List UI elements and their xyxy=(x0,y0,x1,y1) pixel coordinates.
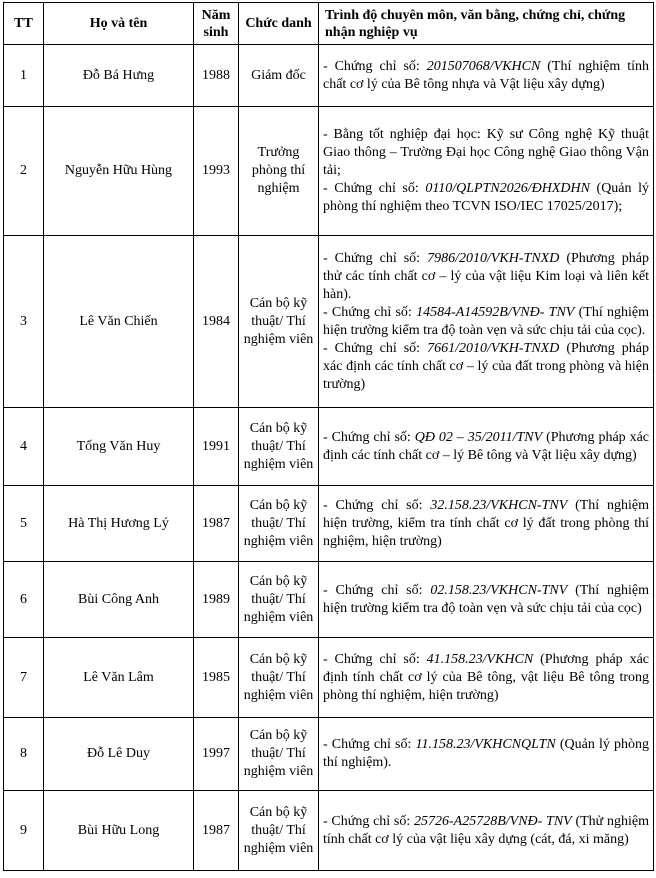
qualification-text: (Thí nghiệm hiện trường kiểm tra độ toàn vẹn và sức chịu tải của cọc). xyxy=(323,304,649,338)
qualification-entry xyxy=(323,250,649,304)
certificate-number: QĐ 02 – 35/2011/TNV xyxy=(414,429,543,445)
row-number: 4 xyxy=(4,408,44,486)
person-name: Đỗ Bá Hưng xyxy=(44,45,194,107)
qualification-text: - Bằng tốt nghiệp đại học: Kỹ sư Công nghệ Kỹ thuật Giao thông – Trường Đại học Công nghệ Giao thông Vận tải; xyxy=(323,127,649,178)
header-qualifications: Trình độ chuyên môn, văn bằng, chứng chỉ, chứng nhận nghiệp vụ xyxy=(319,3,654,45)
certificate-number: 41.158.23/VKHCN xyxy=(426,651,534,667)
person-name: Lê Văn Lâm xyxy=(44,638,194,718)
job-title: Cán bộ kỹ thuật/ Thí nghiệm viên xyxy=(239,638,319,718)
job-title: Cán bộ kỹ thuật/ Thí nghiệm viên xyxy=(239,562,319,638)
person-name: Bùi Công Anh xyxy=(44,562,194,638)
person-name: Bùi Hữu Long xyxy=(44,791,194,871)
qualification-text: - Chứng chỉ số: xyxy=(323,340,428,356)
table-row xyxy=(4,107,654,236)
qualification-entry xyxy=(323,651,649,705)
qualification-entry xyxy=(323,736,649,772)
row-number: 2 xyxy=(4,107,44,236)
qualifications-cell xyxy=(319,638,654,718)
qualification-text: (Thử nghiệm tính chất cơ lý của vật liệu xây dựng (cát, đá, xi măng) xyxy=(323,813,650,847)
table-row xyxy=(4,718,654,791)
qualification-text: - Chứng chỉ số: xyxy=(323,429,415,445)
birth-year: 1987 xyxy=(194,486,239,562)
qualification-text: - Chứng chỉ số: xyxy=(323,813,414,829)
birth-year: 1984 xyxy=(194,236,239,408)
staff-table xyxy=(3,2,654,871)
qualification-text: - Chứng chỉ số: xyxy=(323,582,431,598)
qualifications-cell xyxy=(319,791,654,871)
row-number: 7 xyxy=(4,638,44,718)
table-row xyxy=(4,236,654,408)
qualification-text: - Chứng chỉ số: xyxy=(323,304,417,320)
certificate-number: 14584-A14592B/VNĐ- TNV xyxy=(416,304,575,320)
table-row xyxy=(4,562,654,638)
table-row xyxy=(4,408,654,486)
qualification-entry xyxy=(323,180,649,216)
table-row xyxy=(4,638,654,718)
certificate-number: 201507068/VKHCN xyxy=(426,58,541,74)
certificate-number: 0110/QLPTN2026/ĐHXDHN xyxy=(425,181,590,196)
certificate-number: 25726-A25728B/VNĐ- TNV xyxy=(414,813,572,829)
qualification-text: (Thí nghiệm tính chất cơ lý của Bê tông nhựa và Vật liệu xây dựng) xyxy=(323,58,649,92)
qualification-entry xyxy=(323,304,649,340)
birth-year: 1985 xyxy=(194,638,239,718)
qualification-entry xyxy=(323,813,649,849)
qualification-text: (Quản lý phòng thí nghiệm). xyxy=(323,737,649,770)
qualification-entry xyxy=(323,582,649,618)
qualifications-cell xyxy=(319,236,654,408)
qualification-text: (Phương pháp thử các tính chất cơ – lý của vật liệu Kim loại và liên kết hàn). xyxy=(323,250,650,302)
qualifications-cell xyxy=(319,562,654,638)
birth-year: 1989 xyxy=(194,562,239,638)
job-title: Cán bộ kỹ thuật/ Thí nghiệm viên xyxy=(239,486,319,562)
row-number: 8 xyxy=(4,718,44,791)
certificate-number: 11.158.23/VKHCNQLTN xyxy=(415,737,556,752)
qualification-text: - Chứng chỉ số: xyxy=(323,497,431,513)
job-title: Cán bộ kỹ thuật/ Thí nghiệm viên xyxy=(239,791,319,871)
birth-year: 1997 xyxy=(194,718,239,791)
row-number: 1 xyxy=(4,45,44,107)
qualification-entry xyxy=(323,126,649,180)
job-title: Cán bộ kỹ thuật/ Thí nghiệm viên xyxy=(239,408,319,486)
qualification-text: (Thí nghiệm hiện trường, kiểm tra tính chất cơ lý đất trong phòng thí nghiệm, hiện trường) xyxy=(323,497,649,549)
certificate-number: 7661/2010/VKH-TNXD xyxy=(427,340,560,356)
person-name: Tống Văn Huy xyxy=(44,408,194,486)
header-position: Chức danh xyxy=(239,3,319,45)
job-title: Cán bộ kỹ thuật/ Thí nghiệm viên xyxy=(239,236,319,408)
birth-year: 1991 xyxy=(194,408,239,486)
job-title: Trưởng phòng thí nghiệm xyxy=(239,107,319,236)
birth-year: 1988 xyxy=(194,45,239,107)
qualification-text: - Chứng chỉ số: xyxy=(323,651,427,667)
certificate-number: 7986/2010/VKH-TNXD xyxy=(427,250,560,266)
person-name: Hà Thị Hương Lý xyxy=(44,486,194,562)
qualification-text: - Chứng chỉ số: xyxy=(323,250,428,266)
qualification-entry xyxy=(323,340,649,394)
qualification-text: - Chứng chỉ số: xyxy=(323,737,416,752)
qualification-text: (Phương pháp xác định các tính chất cơ – lý của đất trong phòng và hiện trường) xyxy=(323,340,650,392)
row-number: 9 xyxy=(4,791,44,871)
job-title: Cán bộ kỹ thuật/ Thí nghiệm viên xyxy=(239,718,319,791)
table-header-row xyxy=(4,3,654,45)
qualification-text: (Quản lý phòng thí nghiệm theo TCVN ISO/IEC 17025/2017); xyxy=(323,181,649,214)
qualifications-cell xyxy=(319,408,654,486)
certificate-number: 02.158.23/VKHCN-TNV xyxy=(430,582,568,598)
qualifications-cell xyxy=(319,486,654,562)
table-row xyxy=(4,45,654,107)
job-title: Giám đốc xyxy=(239,45,319,107)
qualification-entry xyxy=(323,58,649,94)
birth-year: 1993 xyxy=(194,107,239,236)
qualification-entry xyxy=(323,497,649,551)
table-row xyxy=(4,791,654,871)
person-name: Đỗ Lê Duy xyxy=(44,718,194,791)
qualification-entry xyxy=(323,429,649,465)
qualification-text: - Chứng chỉ số: xyxy=(323,181,426,196)
header-year: Năm sinh xyxy=(194,3,239,45)
table-body xyxy=(4,45,654,871)
row-number: 5 xyxy=(4,486,44,562)
qualification-text: - Chứng chỉ số: xyxy=(323,58,427,74)
person-name: Lê Văn Chiến xyxy=(44,236,194,408)
row-number: 6 xyxy=(4,562,44,638)
birth-year: 1987 xyxy=(194,791,239,871)
person-name: Nguyễn Hữu Hùng xyxy=(44,107,194,236)
header-name: Họ và tên xyxy=(44,3,194,45)
certificate-number: 32.158.23/VKHCN-TNV xyxy=(430,497,568,513)
qualification-text: (Phương pháp xác định các tính chất cơ – lý Bê tông và Vật liệu xây dựng) xyxy=(323,429,650,463)
qualifications-cell xyxy=(319,45,654,107)
qualification-text: (Phương pháp xác định tính chất cơ lý của Bê tông, vật liệu Bê tông trong phòng thí nghiệm, hiện trường) xyxy=(323,651,649,703)
qualification-text: (Thí nghiệm hiện trường kiểm tra độ toàn vẹn và sức chịu tải của cọc) xyxy=(323,582,649,616)
qualifications-cell xyxy=(319,718,654,791)
table-row xyxy=(4,486,654,562)
qualifications-cell xyxy=(319,107,654,236)
header-tt: TT xyxy=(4,3,44,45)
row-number: 3 xyxy=(4,236,44,408)
